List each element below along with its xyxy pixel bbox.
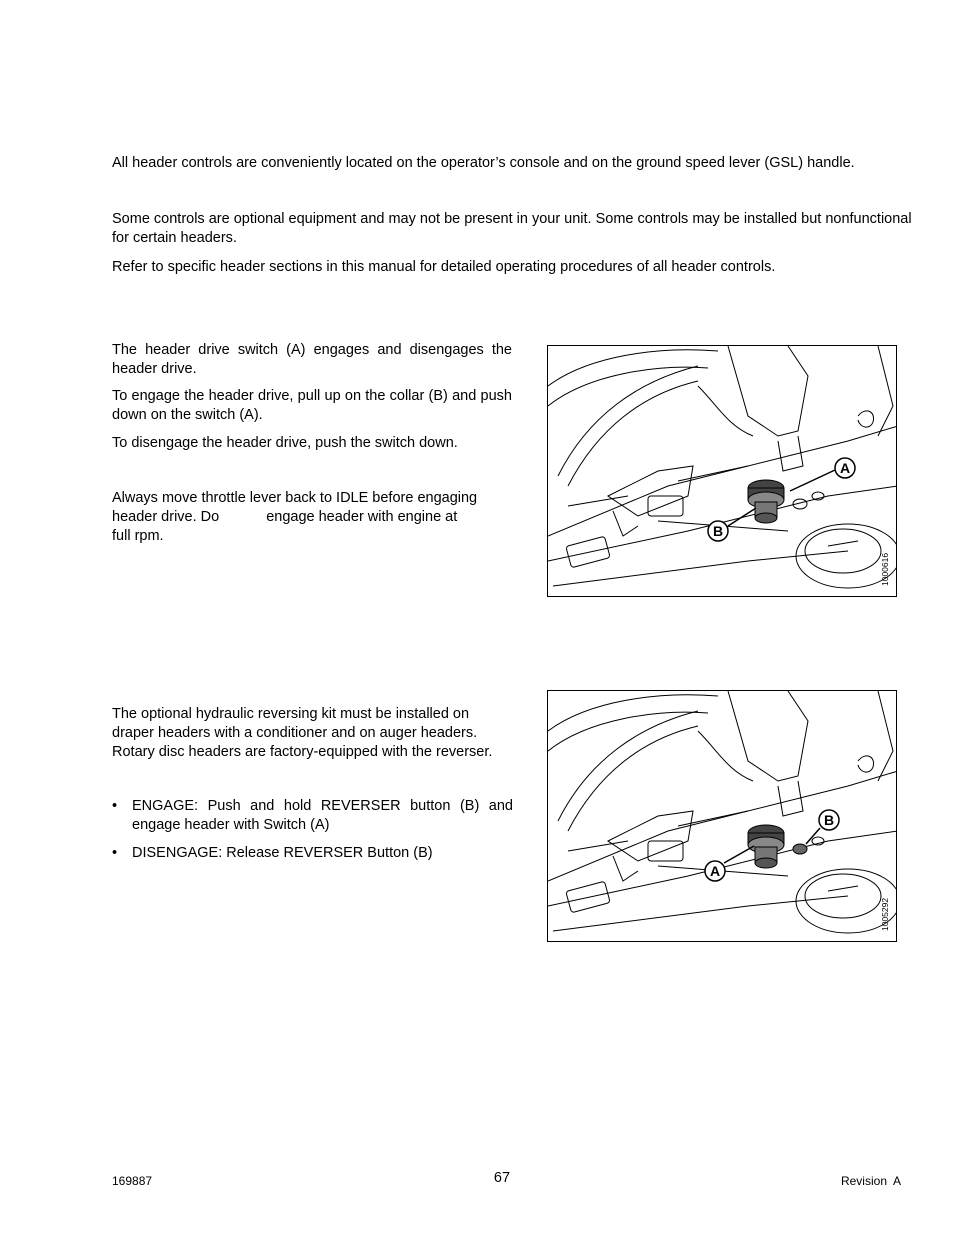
reverser-bullet-list [112, 797, 513, 872]
callout-b-label: B [712, 523, 724, 539]
callout-a-label: A [709, 863, 721, 879]
callout-a [790, 458, 855, 491]
intro-paragraph-2: Some controls are optional equipment and may not be present in your unit. Some controls may be installed but nonfunctional for certain headers. [112, 211, 912, 246]
header-drive-paragraph-2: To engage the header drive, pull up on the collar (B) and push down on the switch (A). [112, 388, 512, 423]
footer-doc-number: 169887 [112, 1174, 153, 1188]
bullet-marker: • [112, 798, 118, 814]
figure-id-2: 1005292 [880, 897, 890, 931]
console-illustration-2 [548, 691, 897, 942]
reverser-button-figure [547, 690, 897, 942]
callout-b-label: B [823, 812, 835, 828]
figure-id-1: 1000616 [880, 552, 890, 586]
callout-a [705, 846, 754, 881]
caution-line-1: Always move throttle lever back to IDLE before engaging [112, 490, 478, 506]
footer-revision: Revision A [840, 1174, 901, 1188]
intro-paragraph-3: Refer to specific header sections in this manual for detailed operating procedures of all header controls. [112, 259, 776, 275]
header-drive-switch-figure [547, 345, 897, 597]
intro-paragraph-1: All header controls are conveniently located on the operator’s console and on the ground speed lever (GSL) handle. [112, 155, 855, 171]
footer-page-number: 67 [493, 1170, 511, 1186]
header-drive-paragraph-3: To disengage the header drive, push the switch down. [112, 435, 458, 451]
reverser-bullet-engage: • ENGAGE: Push and hold REVERSER button (B) and engage header with Switch (A) [112, 798, 513, 833]
reverser-paragraph-1: The optional hydraulic reversing kit must be installed on draper headers with a conditioner and on auger headers. Rotary disc headers are factory-equipped with the reverser. [112, 706, 493, 760]
bullet-marker: • [112, 845, 118, 861]
caution-text [112, 489, 532, 546]
console-illustration-1 [548, 346, 897, 597]
caution-line-2a: header drive. Do [112, 509, 220, 525]
caution-line-2 [112, 508, 532, 527]
reverser-bullet-disengage: • DISENGAGE: Release REVERSER Button (B) [112, 845, 433, 861]
caution-line-3: full rpm. [112, 528, 164, 544]
callout-a-label: A [839, 460, 851, 476]
header-drive-paragraph-1: The header drive switch (A) engages and disengages the header drive. [112, 342, 512, 377]
callout-b [708, 508, 756, 541]
caution-line-2b: engage header with engine at [266, 509, 458, 525]
